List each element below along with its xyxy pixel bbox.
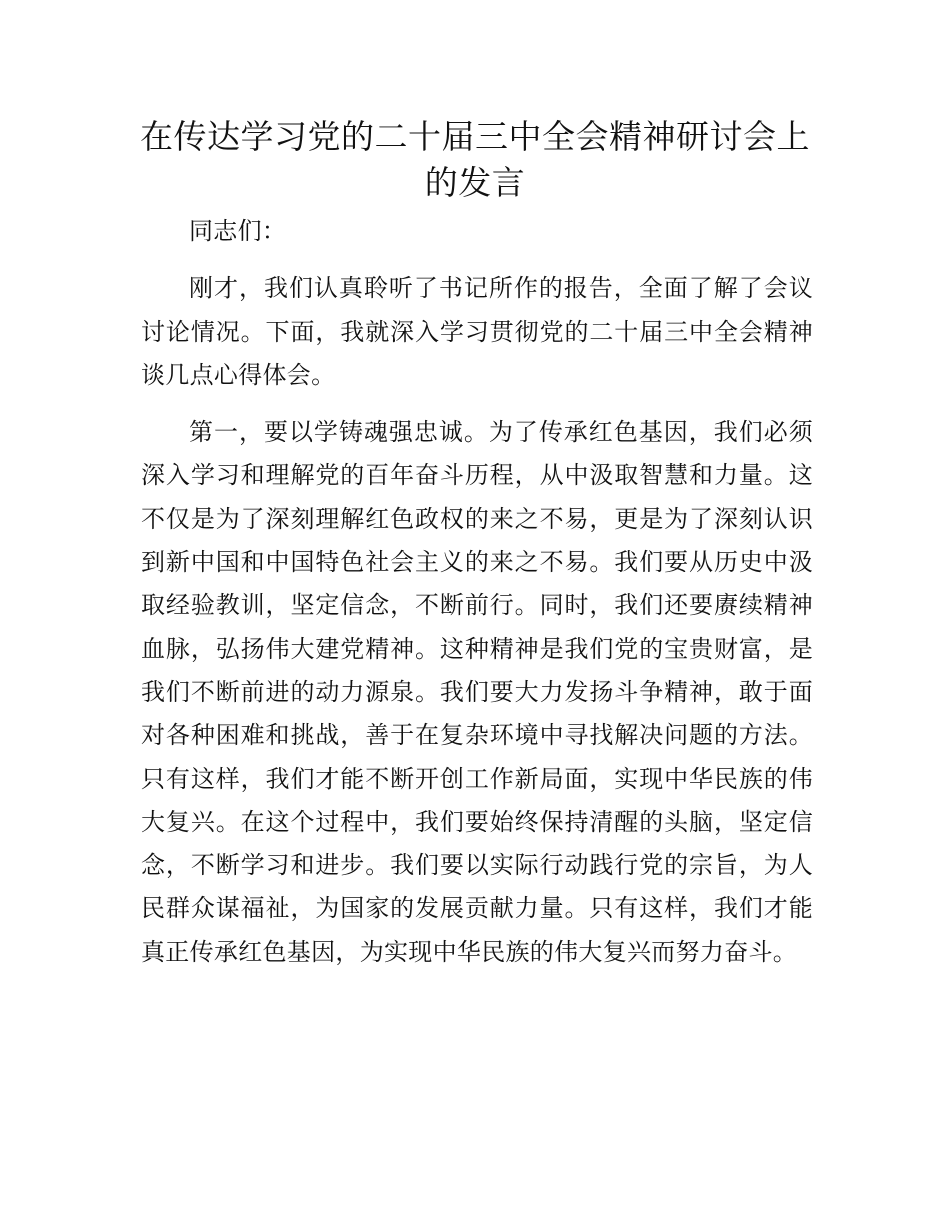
paragraph-first-point: 第一，要以学铸魂强忠诚。为了传承红色基因，我们必须深入学习和理解党的百年奋斗历程，从中汲取智慧和力量。这不仅是为了深刻理解红色政权的来之不易，更是为了深刻认识到新中国和中国特色社会主义的来之不易。我们要从历史中汲取经验教训，坚定信念，不断前行。同时，我们还要赓续精神血脉，弘扬伟大建党精神。这种精神是我们党的宝贵财富，是我们不断前进的动力源泉。我们要大力发扬斗争精神，敢于面对各种困难和挑战，善于在复杂环境中寻找解决问题的方法。只有这样，我们才能不断开创工作新局面，实现中华民族的伟大复兴。在这个过程中，我们要始终保持清醒的头脑，坚定信念，不断学习和进步。我们要以实际行动践行党的宗旨，为人民群众谋福祉，为国家的发展贡献力量。只有这样，我们才能真正传承红色基因，为实现中华民族的伟大复兴而努力奋斗。: [141, 418, 813, 966]
paragraph-intro: 刚才，我们认真聆听了书记所作的报告，全面了解了会议讨论情况。下面，我就深入学习贯彻党的二十届三中全会精神谈几点心得体会。: [141, 274, 813, 389]
salutation: 同志们：: [189, 217, 287, 245]
document-title: 在传达学习党的二十届三中全会精神研讨会上的发言: [140, 117, 810, 202]
document-body: [141, 210, 813, 988]
